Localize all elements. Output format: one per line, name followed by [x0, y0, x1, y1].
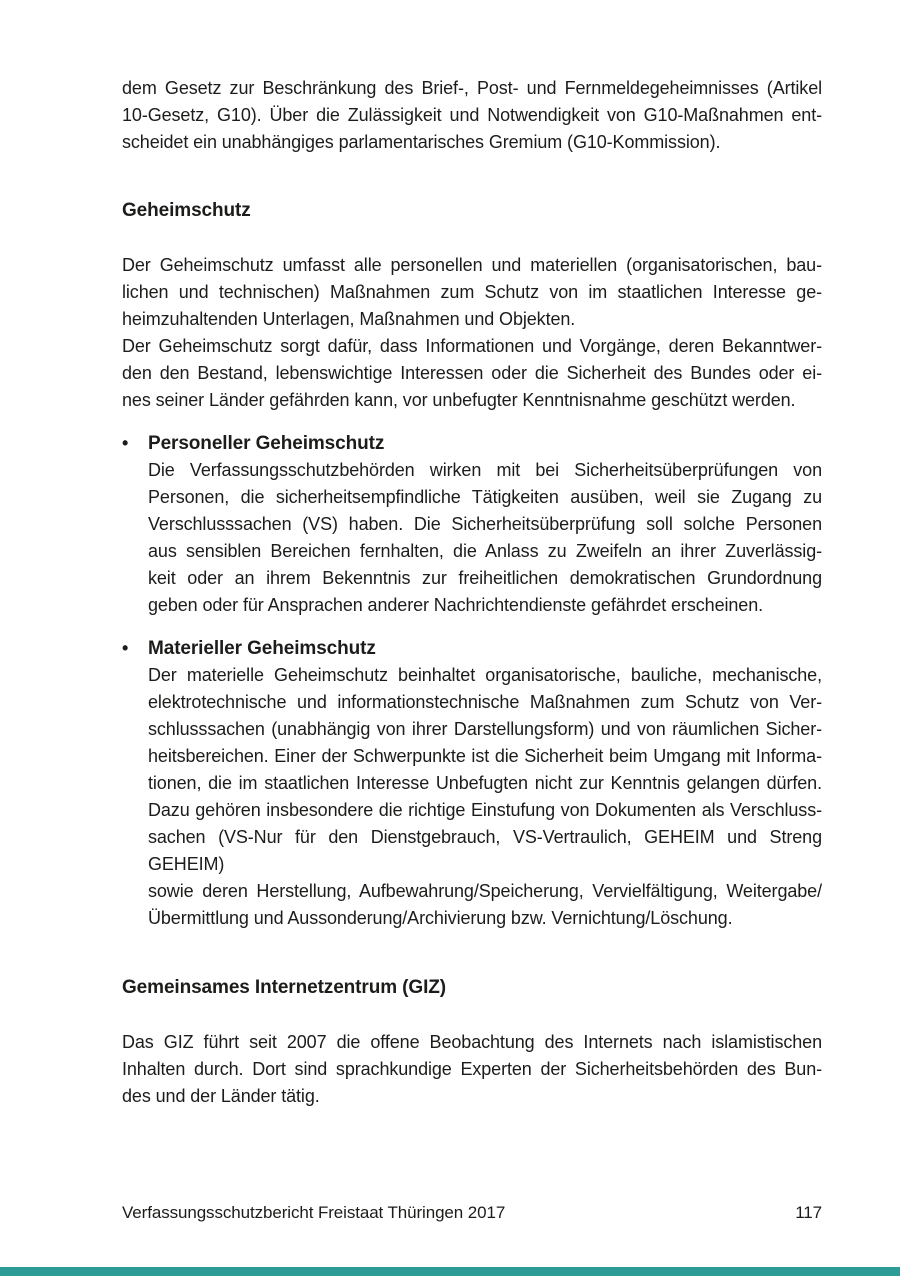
section-heading-geheimschutz: Geheimschutz [122, 200, 251, 221]
text-line: elektrotechnische und informationstechnische Maßnahmen zum Schutz von Ver- [148, 692, 822, 712]
bullet-icon: • [122, 433, 129, 453]
footer-report-title: Verfassungsschutzbericht Freistaat Thüringen 2017 [122, 1203, 506, 1222]
text-line: nes seiner Länder gefährden kann, vor unbefugter Kenntnisnahme geschützt werden. [122, 390, 796, 410]
text-line: Dazu gehören insbesondere die richtige Einstufung von Dokumenten als Verschluss- [148, 800, 822, 820]
bullet-item-personeller-geheimschutz [122, 430, 822, 619]
bullet-title: Personeller Geheimschutz [148, 433, 385, 454]
bullet-title: Materieller Geheimschutz [148, 638, 376, 659]
intro-paragraph [122, 75, 822, 156]
text-line: heitsbereichen. Einer der Schwerpunkte ist die Sicherheit beim Umgang mit Informa- [148, 746, 822, 766]
text-line: heimzuhaltenden Unterlagen, Maßnahmen und Objekten. [122, 309, 576, 329]
text-line: Der Geheimschutz sorgt dafür, dass Informationen und Vorgänge, deren Bekanntwer- [122, 336, 822, 356]
text-line: dem Gesetz zur Beschränkung des Brief-, Post- und Fernmeldegeheimnisses (Artikel [122, 78, 822, 98]
text-line: den den Bestand, lebenswichtige Interessen oder die Sicherheit des Bundes oder ei- [122, 363, 822, 383]
text-line: sowie deren Herstellung, Aufbewahrung/Speicherung, Vervielfältigung, Weitergabe/ [148, 881, 822, 901]
text-line: tionen, die im staatlichen Interesse Unbefugten nicht zur Kenntnis gelangen dürfen. [148, 773, 822, 793]
text-line: Übermittlung und Aussonderung/Archivierung bzw. Vernichtung/Löschung. [148, 908, 733, 928]
text-line: 10-Gesetz, G10). Über die Zulässigkeit und Notwendigkeit von G10-Maßnahmen ent- [122, 105, 822, 125]
bullet-text [148, 662, 822, 932]
page-content [122, 75, 822, 1110]
text-line: Personen, die sicherheitsempfindliche Tätigkeiten ausüben, weil sie Zugang zu [148, 487, 822, 507]
footer [122, 1202, 822, 1224]
geheimschutz-paragraph-1 [122, 252, 822, 333]
text-line: geben oder für Ansprachen anderer Nachrichtendienste gefährdet erscheinen. [148, 595, 764, 615]
bullet-text [148, 457, 822, 619]
text-line: sachen (VS-Nur für den Dienstgebrauch, VS-Vertraulich, GEHEIM und Streng GEHEIM) [148, 827, 822, 874]
bullet-body [148, 635, 822, 932]
footer-page-number: 117 [795, 1203, 822, 1222]
geheimschutz-paragraph-2 [122, 333, 822, 414]
text-line: Das GIZ führt seit 2007 die offene Beobachtung des Internets nach islamistischen [122, 1032, 822, 1052]
text-line: Die Verfassungsschutzbehörden wirken mit bei Sicherheitsüberprüfungen von [148, 460, 822, 480]
text-line: lichen und technischen) Maßnahmen zum Schutz von im staatlichen Interesse ge- [122, 282, 822, 302]
text-line: Verschlusssachen (VS) haben. Die Sicherheitsüberprüfung soll solche Personen [148, 514, 822, 534]
text-line: schlusssachen (unabhängig von ihrer Darstellungsform) und von räumlichen Sicher- [148, 719, 822, 739]
text-line: keit oder an ihrem Bekenntnis zur freiheitlichen demokratischen Grundordnung [148, 568, 822, 588]
text-line: Inhalten durch. Dort sind sprachkundige Experten der Sicherheitsbehörden des Bun- [122, 1059, 822, 1079]
section-heading-giz: Gemeinsames Internetzentrum (GIZ) [122, 977, 446, 998]
bottom-accent-bar [0, 1267, 900, 1276]
bullet-body [148, 430, 822, 619]
text-line: aus sensiblen Bereichen fernhalten, die Anlass zu Zweifeln an ihrer Zuverlässig- [148, 541, 822, 561]
text-line: scheidet ein unabhängiges parlamentarisches Gremium (G10-Kommission). [122, 132, 721, 152]
bullet-item-materieller-geheimschutz [122, 635, 822, 932]
text-line: des und der Länder tätig. [122, 1086, 320, 1106]
giz-paragraph [122, 1029, 822, 1110]
bullet-icon: • [122, 638, 129, 658]
text-line: Der Geheimschutz umfasst alle personellen und materiellen (organisatorischen, bau- [122, 255, 822, 275]
text-line: Der materielle Geheimschutz beinhaltet organisatorische, bauliche, mechanische, [148, 665, 822, 685]
